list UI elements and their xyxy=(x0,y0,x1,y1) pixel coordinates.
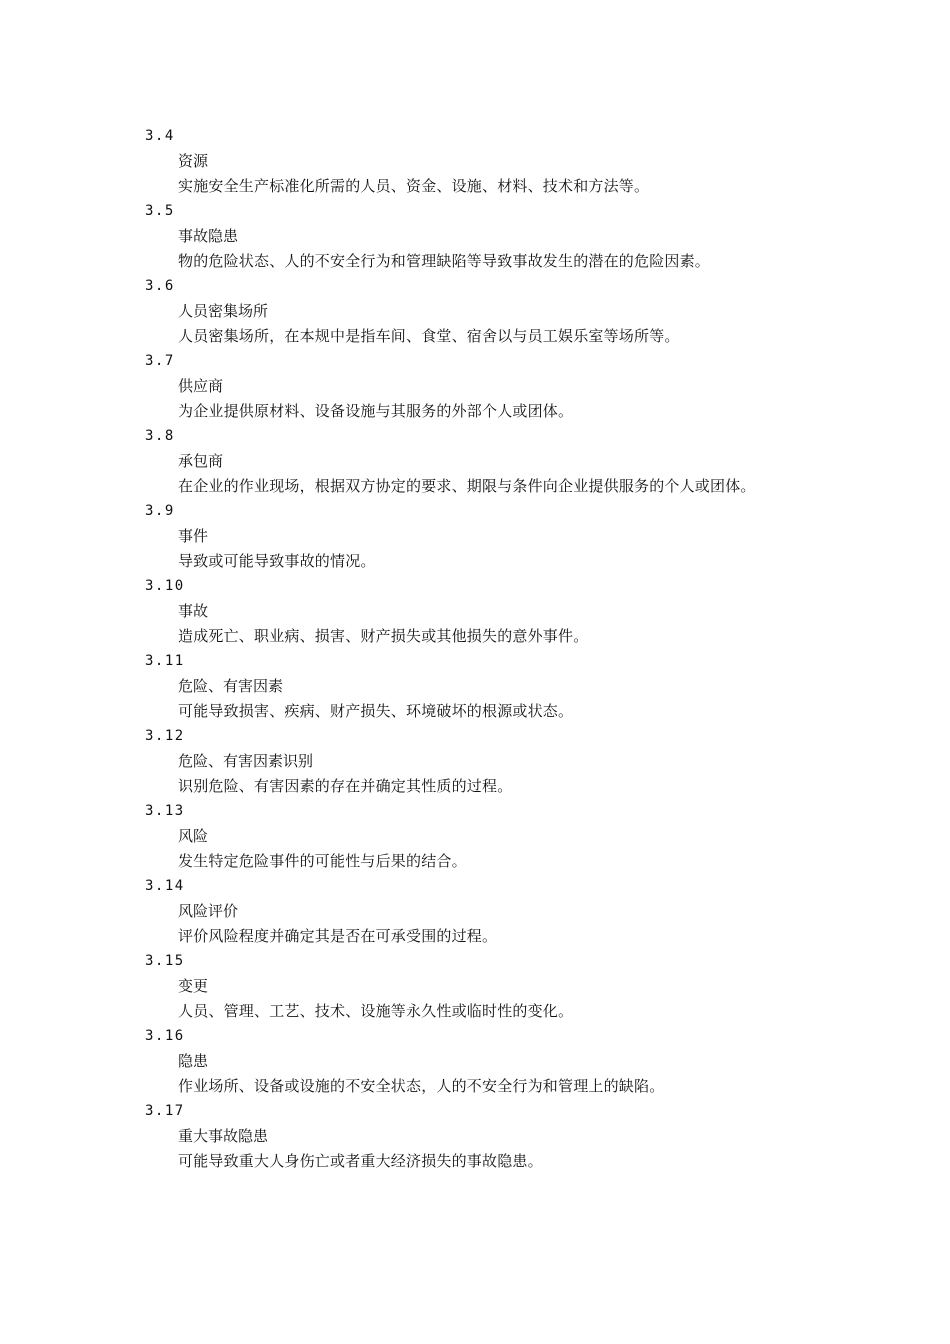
term-definition: 导致或可能导致事故的情况。 xyxy=(178,552,376,570)
term-title: 人员密集场所 xyxy=(178,302,269,320)
definition-entry xyxy=(145,199,815,274)
definition-entry xyxy=(145,424,815,499)
term-title: 承包商 xyxy=(178,452,224,470)
definition-entry xyxy=(145,874,815,949)
term-definition: 评价风险程度并确定其是否在可承受围的过程。 xyxy=(178,927,498,945)
clause-number: 3.5 xyxy=(145,203,175,219)
term-definition: 物的危险状态、人的不安全行为和管理缺陷等导致事故发生的潜在的危险因素。 xyxy=(178,252,711,270)
definitions-list xyxy=(145,124,815,1174)
clause-number: 3.12 xyxy=(145,728,185,744)
term-title: 隐患 xyxy=(178,1052,209,1070)
clause-number: 3.13 xyxy=(145,803,185,819)
term-definition: 作业场所、设备或设施的不安全状态，人的不安全行为和管理上的缺陷。 xyxy=(178,1077,665,1095)
term-definition: 人员、管理、工艺、技术、设施等永久性或临时性的变化。 xyxy=(178,1002,574,1020)
term-definition: 可能导致损害、疾病、财产损失、环境破坏的根源或状态。 xyxy=(178,702,574,720)
definition-entry xyxy=(145,274,815,349)
term-definition: 为企业提供原材料、设备设施与其服务的外部个人或团体。 xyxy=(178,402,574,420)
clause-number: 3.9 xyxy=(145,503,175,519)
definition-entry xyxy=(145,1099,815,1174)
definition-entry xyxy=(145,124,815,199)
term-title: 事故隐患 xyxy=(178,227,239,245)
term-title: 风险评价 xyxy=(178,902,239,920)
clause-number: 3.16 xyxy=(145,1028,185,1044)
term-title: 事故 xyxy=(178,602,209,620)
clause-number: 3.14 xyxy=(145,878,185,894)
term-definition: 人员密集场所，在本规中是指车间、食堂、宿舍以与员工娱乐室等场所等。 xyxy=(178,327,680,345)
term-definition: 识别危险、有害因素的存在并确定其性质的过程。 xyxy=(178,777,513,795)
term-definition: 在企业的作业现场，根据双方协定的要求、期限与条件向企业提供服务的个人或团体。 xyxy=(178,477,756,495)
clause-number: 3.4 xyxy=(145,128,175,144)
term-title: 变更 xyxy=(178,977,209,995)
term-definition: 实施安全生产标准化所需的人员、资金、设施、材料、技术和方法等。 xyxy=(178,177,650,195)
clause-number: 3.11 xyxy=(145,653,185,669)
clause-number: 3.8 xyxy=(145,428,175,444)
term-title: 危险、有害因素 xyxy=(178,677,284,695)
clause-number: 3.6 xyxy=(145,278,175,294)
definition-entry xyxy=(145,349,815,424)
clause-number: 3.15 xyxy=(145,953,185,969)
term-title: 资源 xyxy=(178,152,209,170)
definition-entry xyxy=(145,649,815,724)
definition-entry xyxy=(145,949,815,1024)
definition-entry xyxy=(145,1024,815,1099)
term-title: 供应商 xyxy=(178,377,224,395)
definition-entry xyxy=(145,499,815,574)
clause-number: 3.10 xyxy=(145,578,185,594)
term-title: 重大事故隐患 xyxy=(178,1127,269,1145)
term-definition: 发生特定危险事件的可能性与后果的结合。 xyxy=(178,852,467,870)
term-title: 危险、有害因素识别 xyxy=(178,752,314,770)
definition-entry xyxy=(145,574,815,649)
term-definition: 造成死亡、职业病、损害、财产损失或其他损失的意外事件。 xyxy=(178,627,589,645)
definition-entry xyxy=(145,799,815,874)
definition-entry xyxy=(145,724,815,799)
term-title: 风险 xyxy=(178,827,209,845)
clause-number: 3.7 xyxy=(145,353,175,369)
clause-number: 3.17 xyxy=(145,1103,185,1119)
term-title: 事件 xyxy=(178,527,209,545)
term-definition: 可能导致重大人身伤亡或者重大经济损失的事故隐患。 xyxy=(178,1152,543,1170)
